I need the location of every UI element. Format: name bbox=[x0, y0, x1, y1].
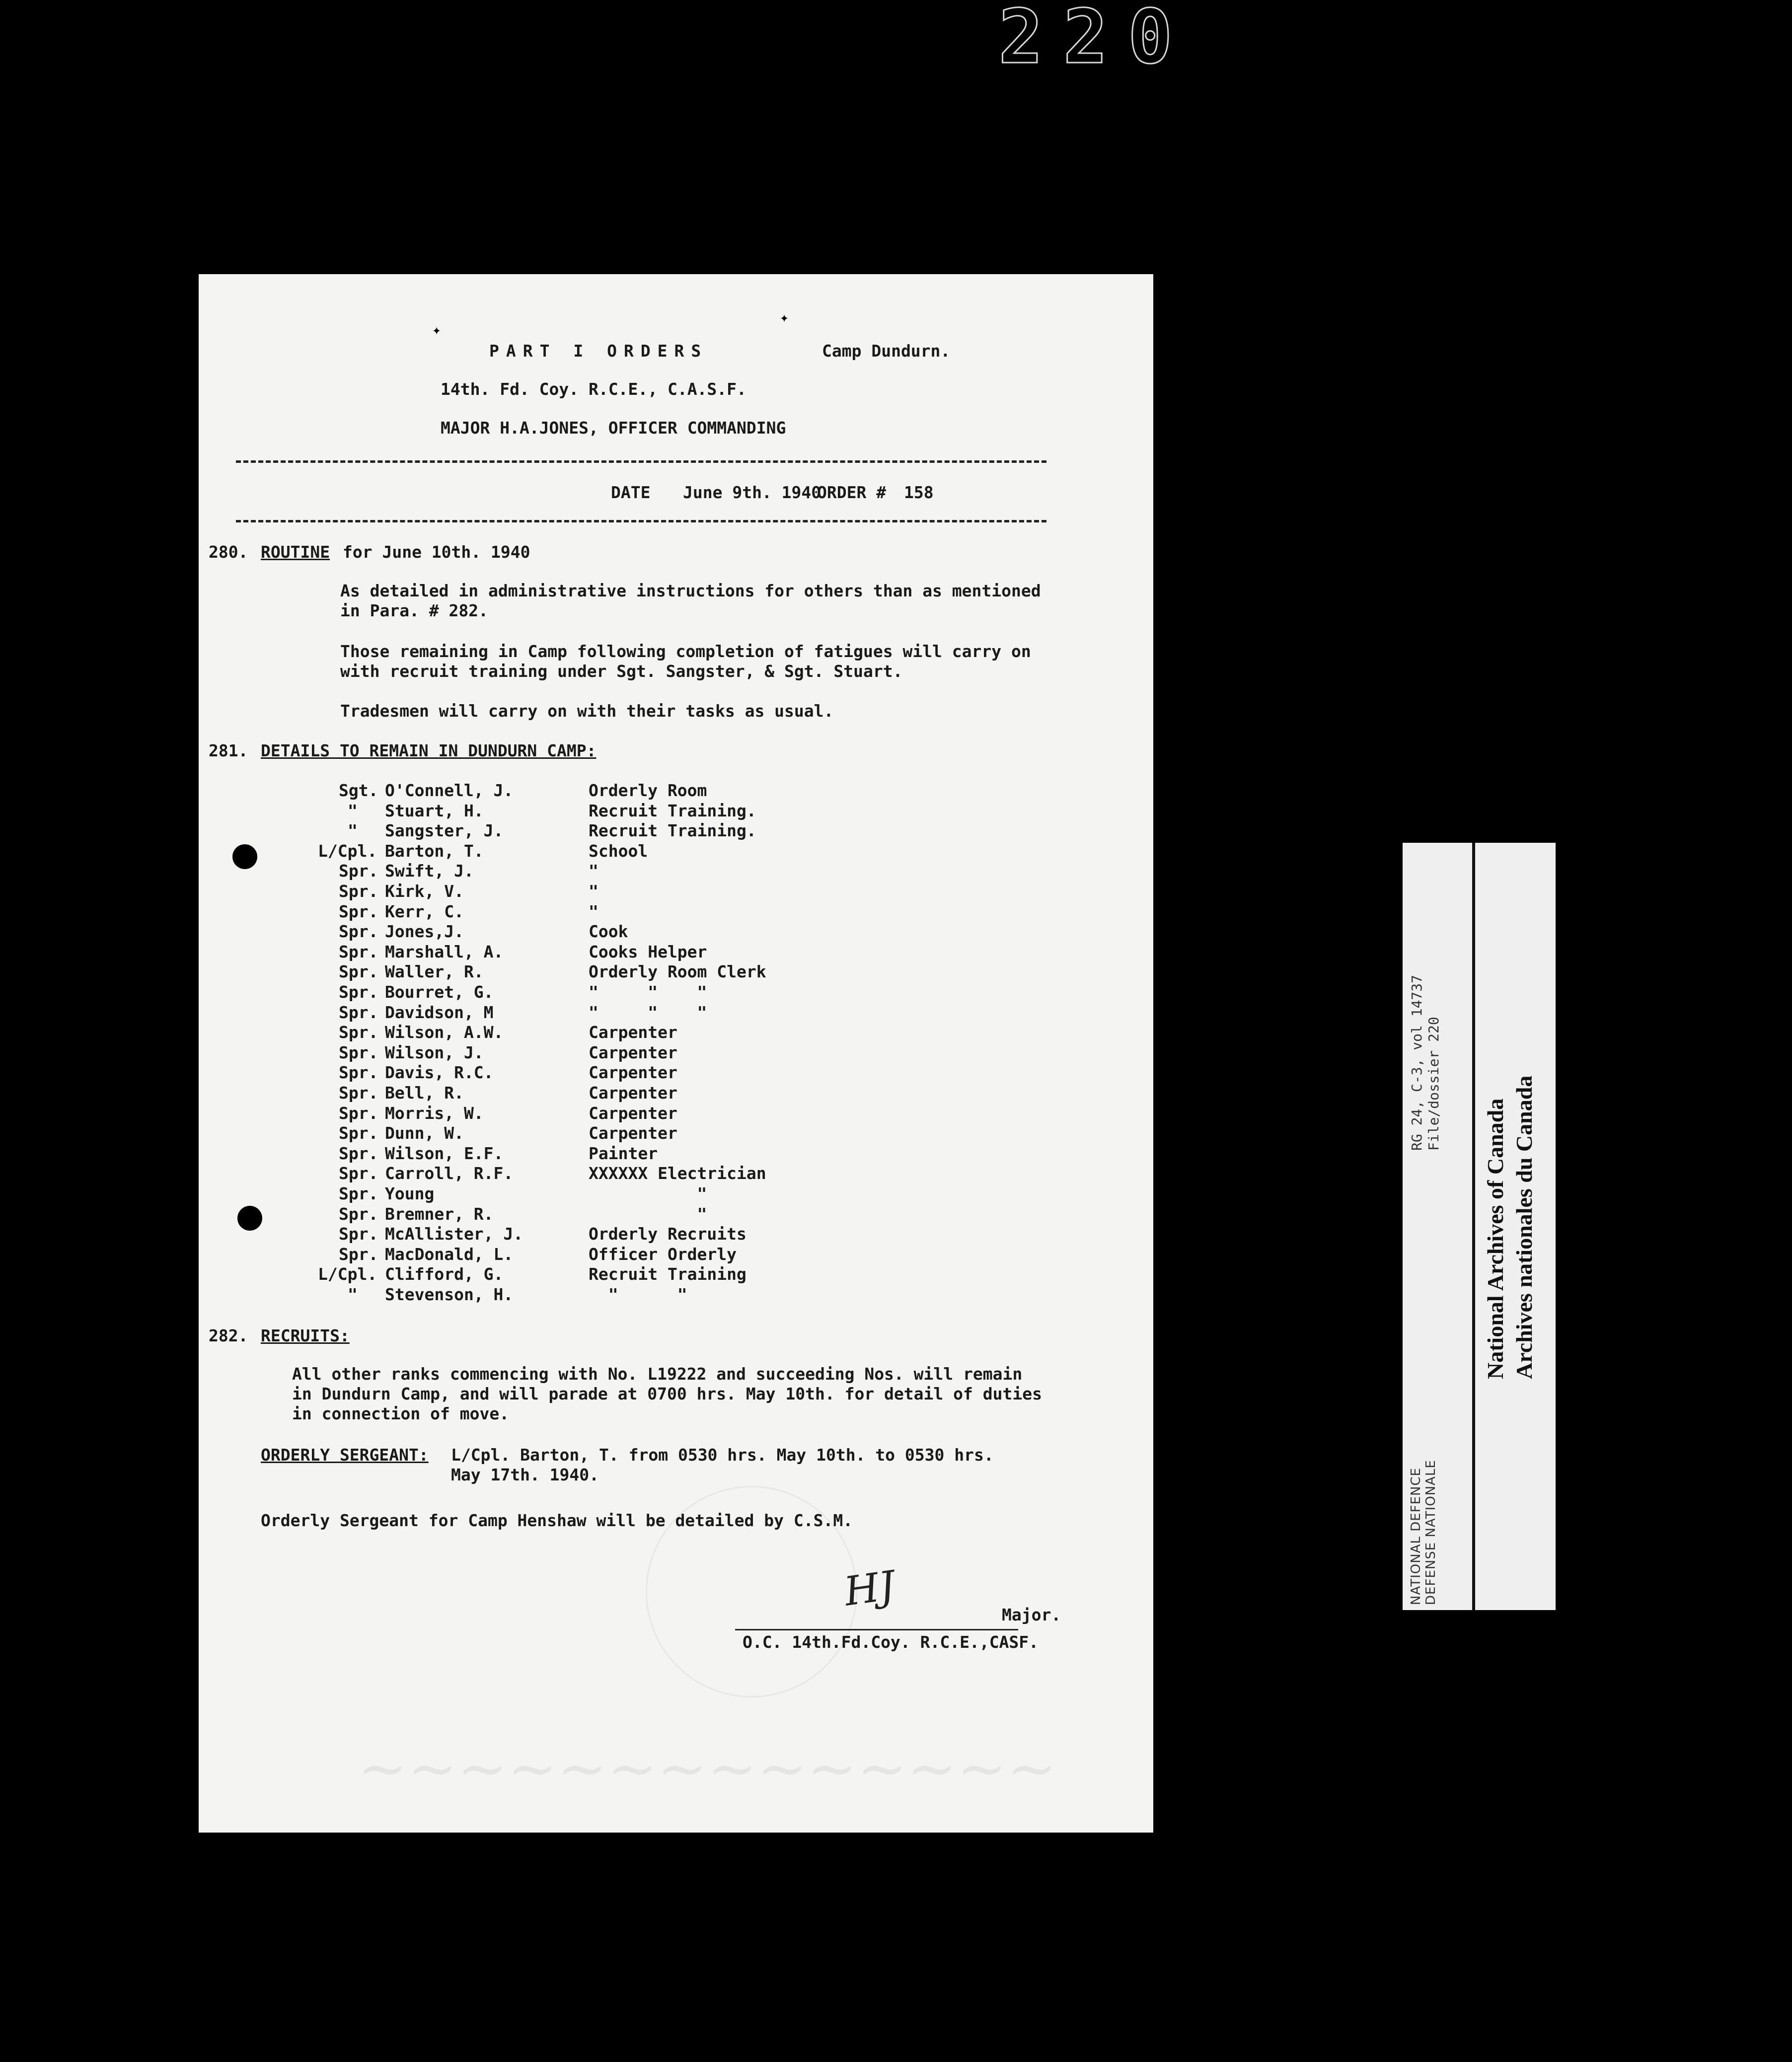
roster-duty: " " " bbox=[589, 1002, 707, 1022]
para-text: As detailed in administrative instructions for others than as mentioned bbox=[340, 581, 1041, 600]
archives-name-fr: Archives nationales du Canada bbox=[1511, 1075, 1537, 1379]
roster-row bbox=[199, 1043, 1153, 1063]
label-divider bbox=[1472, 843, 1475, 1610]
document-title: PART I ORDERS bbox=[489, 341, 708, 361]
roster-row bbox=[199, 1224, 1153, 1244]
para-text: in Dundurn Camp, and will parade at 0700 hrs. May 10th. for detail of duties bbox=[292, 1384, 1042, 1403]
roster-row bbox=[199, 982, 1153, 1002]
handwritten-signature: HJ bbox=[841, 1562, 898, 1615]
signature-rule bbox=[735, 1629, 1018, 1633]
orderly-sergeant-text: May 17th. 1940. bbox=[451, 1465, 599, 1484]
para-heading-rest: for June 10th. 1940 bbox=[343, 542, 530, 562]
roster-name: Stevenson, H. bbox=[385, 1285, 514, 1304]
signature-rank: Major. bbox=[1002, 1605, 1061, 1624]
roster-row bbox=[199, 1184, 1153, 1204]
roster-rank: Spr. bbox=[339, 1063, 378, 1083]
roster-row bbox=[199, 841, 1153, 861]
roster-rank: Spr. bbox=[339, 1244, 378, 1264]
roster-row bbox=[199, 821, 1153, 841]
roster-name: MacDonald, L. bbox=[385, 1244, 514, 1264]
roster-name: Young bbox=[385, 1184, 435, 1203]
roster-duty: Carpenter bbox=[589, 1023, 677, 1042]
archives-name-en: National Archives of Canada bbox=[1483, 1098, 1508, 1379]
location: Camp Dundurn. bbox=[822, 341, 951, 361]
roster-rank: " bbox=[348, 801, 358, 820]
roster-duty: Painter bbox=[589, 1143, 658, 1163]
roster-duty: " bbox=[589, 901, 598, 921]
department-fr: DEFENSE NATIONALE bbox=[1423, 1460, 1438, 1605]
roster-rank: Spr. bbox=[339, 1184, 378, 1203]
roster-name: Wilson, E.F. bbox=[385, 1143, 504, 1163]
roster-row bbox=[199, 1104, 1153, 1123]
archive-file: File/dossier 220 bbox=[1425, 1017, 1442, 1151]
orderly-sergeant-label: ORDERLY SERGEANT: bbox=[261, 1445, 429, 1465]
roster-rank: Spr. bbox=[339, 962, 378, 982]
para-number: 282. bbox=[209, 1326, 248, 1345]
roster-name: Morris, W. bbox=[385, 1103, 484, 1123]
para-text: All other ranks commencing with No. L19222 and succeeding Nos. will remain bbox=[292, 1364, 1023, 1384]
roster-duty: Cooks Helper bbox=[589, 942, 707, 961]
department-en: NATIONAL DEFENCE bbox=[1409, 1467, 1423, 1605]
roster-rank: Spr. bbox=[339, 982, 378, 1002]
archives-label bbox=[1403, 843, 1556, 1610]
para-number: 280. bbox=[209, 542, 248, 562]
roster-row bbox=[199, 1023, 1153, 1042]
roster-name: Stuart, H. bbox=[385, 801, 484, 820]
para-number: 281. bbox=[209, 741, 248, 760]
unit-name: 14th. Fd. Coy. R.C.E., C.A.S.F. bbox=[441, 379, 747, 399]
roster-name: Bremner, R. bbox=[385, 1204, 494, 1224]
para-text: in connection of move. bbox=[292, 1404, 510, 1423]
roster-rank: Spr. bbox=[339, 901, 378, 921]
roster-name: Wilson, J. bbox=[385, 1042, 484, 1062]
divider-rule bbox=[236, 460, 1046, 465]
roster-row bbox=[199, 902, 1153, 922]
roster-name: Waller, R. bbox=[385, 962, 484, 982]
roster-rank: L/Cpl. bbox=[318, 841, 377, 861]
para-heading: ROUTINE bbox=[261, 542, 330, 562]
roster-row bbox=[199, 801, 1153, 821]
roster-rank: Spr. bbox=[339, 1002, 378, 1022]
paper-blemish: ✦ bbox=[780, 309, 789, 326]
roster-row bbox=[199, 1164, 1153, 1183]
roster-row bbox=[199, 922, 1153, 942]
roster-rank: Spr. bbox=[339, 1023, 378, 1042]
roster-rank: Spr. bbox=[339, 1042, 378, 1062]
roster-rank: Spr. bbox=[339, 1083, 378, 1103]
para-text: Orderly Sergeant for Camp Henshaw will be detailed by C.S.M. bbox=[261, 1511, 853, 1530]
roster-duty: " bbox=[589, 1204, 707, 1224]
roster-duty: XXXXXX Electrician bbox=[589, 1164, 766, 1183]
roster-name: Bell, R. bbox=[385, 1083, 464, 1103]
punch-hole bbox=[232, 844, 257, 869]
roster-rank: Spr. bbox=[339, 1204, 378, 1224]
roster-name: Kerr, C. bbox=[385, 901, 464, 921]
roster-rank: Spr. bbox=[339, 1123, 378, 1143]
roster-row bbox=[199, 1245, 1153, 1264]
roster-duty: Recruit Training. bbox=[589, 801, 756, 820]
roster-duty: School bbox=[589, 841, 648, 861]
roster-row bbox=[199, 1285, 1153, 1305]
para-heading: RECRUITS: bbox=[261, 1326, 350, 1345]
frame-number: 220 bbox=[998, 0, 1193, 80]
roster-row bbox=[199, 781, 1153, 801]
roster-duty: Recruit Training. bbox=[589, 821, 756, 841]
roster-name: Kirk, V. bbox=[385, 882, 464, 901]
commander-line: MAJOR H.A.JONES, OFFICER COMMANDING bbox=[441, 418, 786, 438]
roster-row bbox=[199, 1083, 1153, 1103]
roster-row bbox=[199, 1204, 1153, 1224]
roster-name: Wilson, A.W. bbox=[385, 1023, 504, 1042]
date-label: DATE bbox=[611, 483, 651, 502]
para-text: Tradesmen will carry on with their tasks as usual. bbox=[340, 701, 834, 721]
para-text: Those remaining in Camp following completion of fatigues will carry on bbox=[340, 642, 1031, 661]
order-number: 158 bbox=[904, 483, 934, 502]
stamp-impression bbox=[646, 1486, 857, 1697]
roster-row bbox=[199, 882, 1153, 901]
roster-rank: " bbox=[348, 1285, 358, 1304]
paper-blemish: ✦ bbox=[432, 321, 442, 339]
roster-duty: " " bbox=[589, 1285, 687, 1304]
roster-rank: Spr. bbox=[339, 1224, 378, 1244]
roster-rank: L/Cpl. bbox=[318, 1264, 377, 1284]
roster-row bbox=[199, 942, 1153, 962]
orderly-sergeant-text: L/Cpl. Barton, T. from 0530 hrs. May 10th. to 0530 hrs. bbox=[451, 1445, 994, 1465]
roster-name: Swift, J. bbox=[385, 861, 474, 881]
roster-rank: Spr. bbox=[339, 942, 378, 961]
roster-duty: Recruit Training bbox=[589, 1264, 747, 1284]
roster-name: McAllister, J. bbox=[385, 1224, 523, 1244]
roster-name: Sangster, J. bbox=[385, 821, 504, 841]
divider-rule bbox=[236, 520, 1046, 525]
roster-row bbox=[199, 1264, 1153, 1284]
date-value: June 9th. 1940 bbox=[683, 483, 821, 502]
roster-duty: Carpenter bbox=[589, 1063, 677, 1083]
roster-row bbox=[199, 1144, 1153, 1164]
roster-rank: Spr. bbox=[339, 1164, 378, 1183]
roster-name: Barton, T. bbox=[385, 841, 484, 861]
roster-name: Bourret, G. bbox=[385, 982, 494, 1002]
roster-name: Carroll, R.F. bbox=[385, 1164, 514, 1183]
para-heading: DETAILS TO REMAIN IN DUNDURN CAMP: bbox=[261, 741, 597, 760]
order-label: ORDER # bbox=[817, 483, 887, 502]
roster-rank: Spr. bbox=[339, 861, 378, 881]
roster-rank: Sgt. bbox=[339, 781, 378, 800]
roster-duty: " " " bbox=[589, 982, 707, 1002]
roster-duty: Officer Orderly bbox=[589, 1244, 737, 1264]
roster-rank: Spr. bbox=[339, 922, 378, 942]
roster-name: Davidson, M bbox=[385, 1002, 494, 1022]
roster-row bbox=[199, 1123, 1153, 1143]
roster-duty: Carpenter bbox=[589, 1123, 677, 1143]
roster-name: Jones,J. bbox=[385, 922, 464, 942]
roster-duty: Orderly Recruits bbox=[589, 1224, 747, 1244]
roster-row bbox=[199, 1063, 1153, 1083]
roster-row bbox=[199, 861, 1153, 881]
roster-duty: Carpenter bbox=[589, 1083, 677, 1103]
roster-name: Dunn, W. bbox=[385, 1123, 464, 1143]
punch-hole bbox=[237, 1206, 262, 1231]
roster-row bbox=[199, 1003, 1153, 1023]
roster-duty: Orderly Room bbox=[589, 781, 707, 800]
roster-rank: " bbox=[348, 821, 358, 841]
signature-title: O.C. 14th.Fd.Coy. R.C.E.,CASF. bbox=[743, 1632, 1039, 1652]
para-text: with recruit training under Sgt. Sangster, & Sgt. Stuart. bbox=[340, 662, 903, 681]
roster-duty: " bbox=[589, 1184, 707, 1203]
roster-name: Davis, R.C. bbox=[385, 1063, 494, 1083]
roster-duty: Cook bbox=[589, 922, 628, 942]
archive-reference: RG 24, C-3, vol 14737 bbox=[1409, 974, 1425, 1151]
roster-duty: Orderly Room Clerk bbox=[589, 962, 766, 982]
roster-rank: Spr. bbox=[339, 1143, 378, 1163]
roster-name: O'Connell, J. bbox=[385, 781, 514, 800]
roster-duty: Carpenter bbox=[589, 1103, 677, 1123]
roster-duty: " bbox=[589, 861, 598, 881]
roster-name: Clifford, G. bbox=[385, 1264, 504, 1284]
document-page bbox=[199, 274, 1153, 1833]
roster-duty: " bbox=[589, 882, 598, 901]
roster-row bbox=[199, 962, 1153, 982]
roster-name: Marshall, A. bbox=[385, 942, 504, 961]
roster-duty: Carpenter bbox=[589, 1042, 677, 1062]
bleed-through-text: ~~~~~~~~~~~~~~ bbox=[358, 1734, 1057, 1803]
roster-rank: Spr. bbox=[339, 882, 378, 901]
para-text: in Para. # 282. bbox=[340, 601, 489, 620]
roster-rank: Spr. bbox=[339, 1103, 378, 1123]
